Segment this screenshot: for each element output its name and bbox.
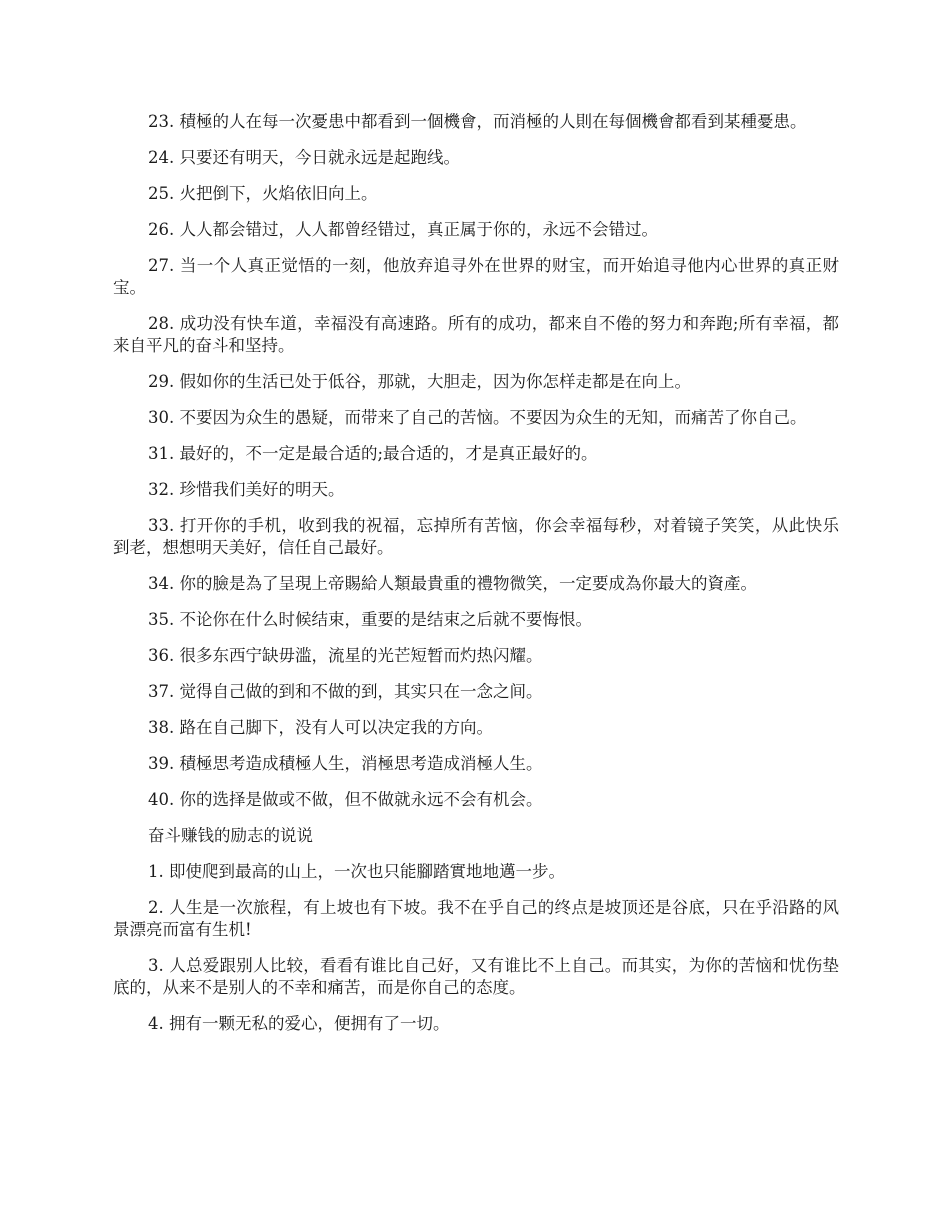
quote-paragraph: 24. 只要还有明天，今日就永远是起跑线。 [148, 148, 460, 167]
quote-paragraph: 2. 人生是一次旅程，有上坡也有下坡。我不在乎自己的终点是坡顶还是谷底，只在乎沿路的风景漂亮而富有生机! [113, 898, 839, 939]
quote-paragraph: 27. 当一个人真正觉悟的一刻，他放弃追寻外在世界的财宝，而开始追寻他内心世界的真正财宝。 [113, 256, 839, 297]
quote-paragraph: 31. 最好的，不一定是最合适的;最合适的，才是真正最好的。 [148, 444, 598, 463]
quote-paragraph: 32. 珍惜我们美好的明天。 [148, 480, 345, 499]
quote-paragraph: 33. 打开你的手机，收到我的祝福，忘掉所有苦恼，你会幸福每秒，对着镜子笑笑，从此快乐到老，想想明天美好，信任自己最好。 [113, 516, 839, 557]
quote-paragraph: 35. 不论你在什么时候结束，重要的是结束之后就不要悔恨。 [148, 610, 592, 629]
quote-paragraph: 37. 觉得自己做的到和不做的到，其实只在一念之间。 [148, 682, 543, 701]
quote-paragraph: 23. 積極的人在每一次憂患中都看到一個機會，而消極的人則在每個機會都看到某種憂患。 [148, 112, 807, 131]
quote-paragraph: 39. 積極思考造成積極人生，消極思考造成消極人生。 [148, 754, 543, 773]
quote-paragraph: 30. 不要因为众生的愚疑，而带来了自己的苦恼。不要因为众生的无知，而痛苦了你自己。 [148, 408, 807, 427]
quote-paragraph: 1. 即使爬到最高的山上，一次也只能腳踏實地地邁一步。 [148, 862, 565, 881]
quote-paragraph: 4. 拥有一颗无私的爱心，便拥有了一切。 [148, 1014, 450, 1033]
quote-paragraph: 40. 你的选择是做或不做，但不做就永远不会有机会。 [148, 790, 543, 809]
quote-paragraph: 34. 你的臉是為了呈現上帝賜給人類最貴重的禮物微笑，一定要成為你最大的資產。 [148, 574, 757, 593]
quote-paragraph: 26. 人人都会错过，人人都曾经错过，真正属于你的，永远不会错过。 [148, 220, 658, 239]
document-body [113, 111, 839, 1049]
quote-paragraph: 38. 路在自己脚下，没有人可以决定我的方向。 [148, 718, 493, 737]
section-heading: 奋斗赚钱的励志的说说 [148, 826, 313, 845]
quote-paragraph: 3. 人总爱跟别人比较，看看有谁比自己好，又有谁比不上自己。而其实，为你的苦恼和忧伤垫底的，从来不是别人的不幸和痛苦，而是你自己的态度。 [113, 956, 839, 997]
quote-paragraph: 25. 火把倒下，火焰依旧向上。 [148, 184, 378, 203]
quote-paragraph: 36. 很多东西宁缺毋滥，流星的光芒短暂而灼热闪耀。 [148, 646, 543, 665]
quote-paragraph: 28. 成功没有快车道，幸福没有高速路。所有的成功，都来自不倦的努力和奔跑;所有幸福，都来自平凡的奋斗和坚持。 [113, 314, 839, 355]
quote-paragraph: 29. 假如你的生活已处于低谷，那就，大胆走，因为你怎样走都是在向上。 [148, 372, 691, 391]
